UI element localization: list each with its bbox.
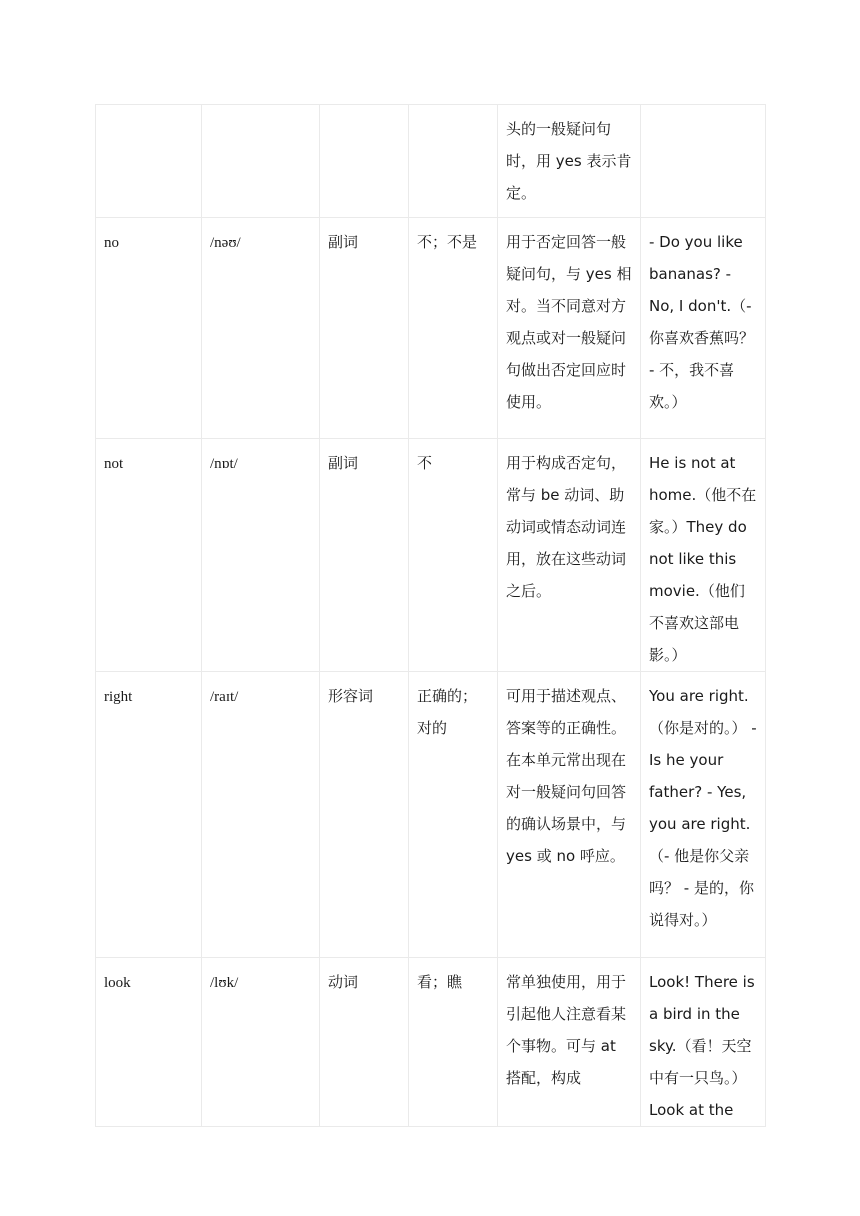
usage-cell: 常单独使用，用于引起他人注意看某个事物。可与 at 搭配，构成 [498, 958, 641, 1127]
example-cell: - Do you like bananas? - No, I don't.（- 你喜欢香蕉吗？ - 不，我不喜欢。） [641, 218, 766, 439]
usage-cell: 用于构成否定句，常与 be 动词、助动词或情态动词连用，放在这些动词之后。 [498, 439, 641, 672]
table-row [96, 672, 766, 958]
vocabulary-table [95, 104, 766, 1127]
word-cell: no [96, 218, 202, 439]
word-cell: look [96, 958, 202, 1127]
pos-cell: 副词 [320, 439, 409, 672]
usage-cell: 可用于描述观点、答案等的正确性。在本单元常出现在对一般疑问句回答的确认场景中，与 yes 或 no 呼应。 [498, 672, 641, 958]
phonetic-cell: /nɒt/ [202, 439, 320, 672]
word-cell: not [96, 439, 202, 672]
meaning-cell: 不 [409, 439, 498, 672]
word-cell: right [96, 672, 202, 958]
pos-cell [320, 105, 409, 218]
pos-cell: 形容词 [320, 672, 409, 958]
table-row [96, 958, 766, 1127]
meaning-cell: 正确的；对的 [409, 672, 498, 958]
meaning-cell: 不；不是 [409, 218, 498, 439]
example-cell: He is not at home.（他不在家。）They do not like this movie.（他们不喜欢这部电影。） [641, 439, 766, 672]
phonetic-cell: /raɪt/ [202, 672, 320, 958]
phonetic-cell: /lʊk/ [202, 958, 320, 1127]
word-cell [96, 105, 202, 218]
table-row [96, 439, 766, 672]
example-cell: You are right.（你是对的。） - Is he your father? - Yes, you are right.（- 他是你父亲吗？ - 是的，你说得对。） [641, 672, 766, 958]
meaning-cell [409, 105, 498, 218]
phonetic-cell [202, 105, 320, 218]
usage-cell: 用于否定回答一般疑问句，与 yes 相对。当不同意对方观点或对一般疑问句做出否定回应时使用。 [498, 218, 641, 439]
example-cell: Look! There is a bird in the sky.（看！天空中有一只鸟。）Look at the [641, 958, 766, 1127]
pos-cell: 动词 [320, 958, 409, 1127]
table-row [96, 218, 766, 439]
meaning-cell: 看；瞧 [409, 958, 498, 1127]
phonetic-cell: /nəʊ/ [202, 218, 320, 439]
example-cell [641, 105, 766, 218]
pos-cell: 副词 [320, 218, 409, 439]
table-row [96, 105, 766, 218]
usage-cell: 头的一般疑问句时，用 yes 表示肯定。 [498, 105, 641, 218]
